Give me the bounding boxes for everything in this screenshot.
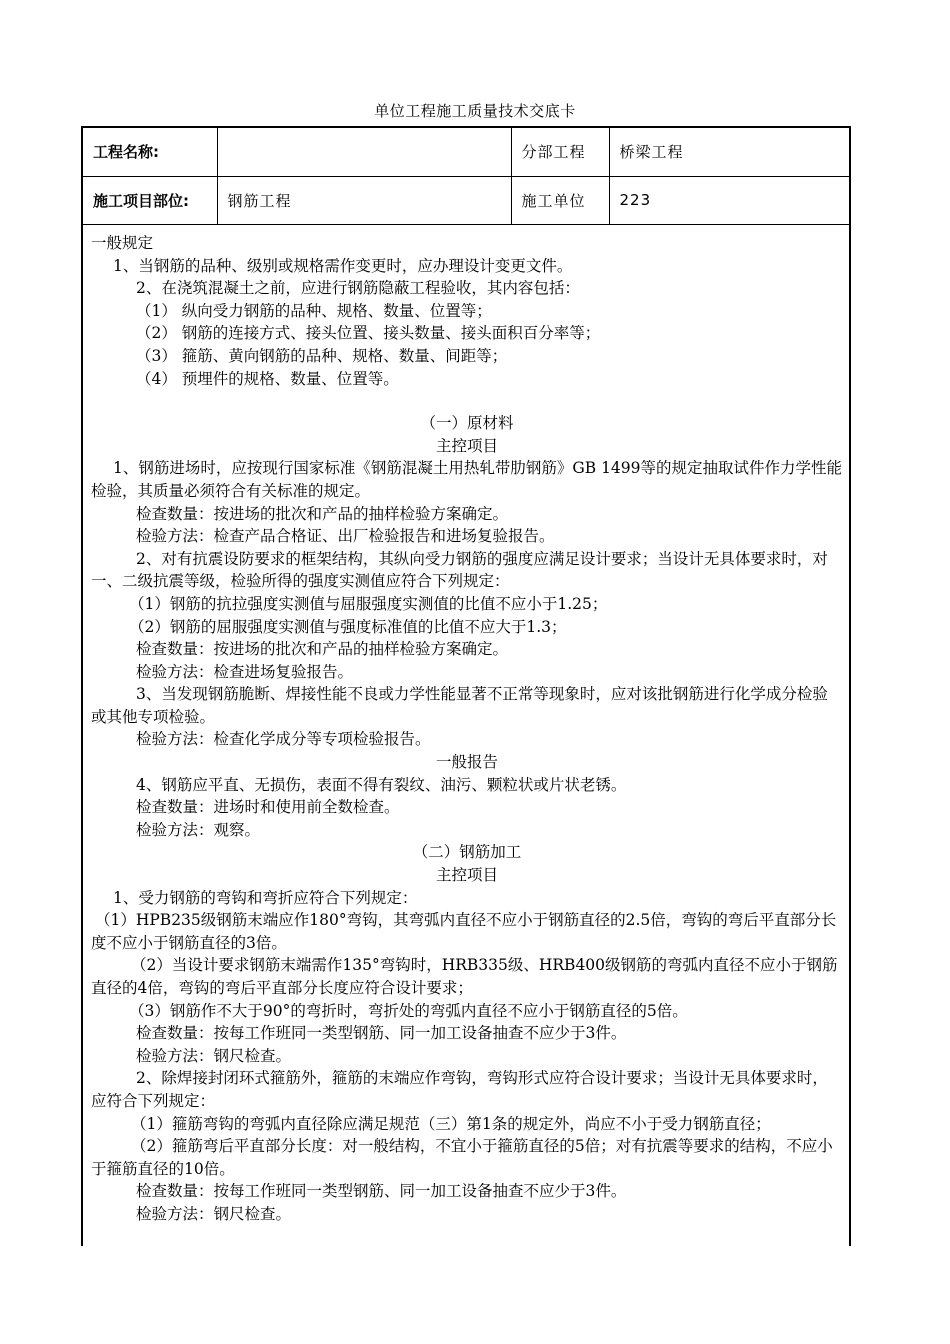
paragraph: 4、钢筋应平直、无损伤，表面不得有裂纹、油污、颗粒状或片状老锈。	[136, 775, 627, 794]
division-label: 分部工程	[511, 128, 609, 176]
header-row-2	[83, 176, 849, 224]
paragraph: 检查数量：按每工作班同一类型钢筋、同一加工设备抽查不应少于3件。	[136, 1024, 627, 1043]
section-heading: （一）原材料	[420, 414, 514, 433]
general-heading: 一般规定	[91, 234, 154, 252]
list-item: （1） 纵向受力钢筋的品种、规格、数量、位置等；	[136, 301, 492, 320]
paragraph: 检验方法：钢尺检查。	[136, 1204, 292, 1223]
list-item: （2）箍筋弯后平直部分长度：对一般结构，不宜小于箍筋直径的5倍；对有抗震等要求的结构，不应小于箍筋直径的10倍。	[91, 1137, 833, 1178]
disclosure-card	[81, 126, 851, 1246]
list-item: （2）钢筋的屈服强度实测值与强度标准值的比值不应大于1.3；	[129, 617, 567, 636]
list-item: （1）HPB235级钢筋末端应作180°弯钩，其弯弧内直径不应小于钢筋直径的2.5倍，弯钩的弯后平直部分长度不应小于钢筋直径的3倍。	[91, 911, 837, 952]
disclosure-content	[91, 232, 843, 1226]
paragraph: 检验方法：钢尺检查。	[136, 1046, 292, 1065]
item-value: 钢筋工程	[217, 176, 511, 224]
paragraph: 2、在浇筑混凝土之前，应进行钢筋隐蔽工程验收，其内容包括：	[136, 279, 580, 298]
item-label: 施工项目部位:	[83, 176, 217, 224]
list-item: （1）钢筋的抗拉强度实测值与屈服强度实测值的比值不应小于1.25；	[129, 594, 608, 613]
paragraph: 3、当发现钢筋脆断、焊接性能不良或力学性能显著不正常等现象时，应对该批钢筋进行化学成分检验或其他专项检验。	[91, 685, 828, 726]
paragraph: 检查数量：按每工作班同一类型钢筋、同一加工设备抽查不应少于3件。	[136, 1182, 627, 1201]
paragraph: 2、除焊接封闭环式箍筋外，箍筋的末端应作弯钩，弯钩形式应符合设计要求；当设计无具体要求时，应符合下列规定：	[91, 1069, 828, 1110]
paragraph: 检查数量：进场时和使用前全数检查。	[136, 798, 400, 817]
subsection-heading: 主控项目	[435, 866, 498, 885]
paragraph: 1、受力钢筋的弯钩和弯折应符合下列规定：	[113, 888, 418, 907]
list-item: （3） 箍筋、黄向钢筋的品种、规格、数量、间距等；	[136, 346, 508, 365]
paragraph: 2、对有抗震设防要求的框架结构，其纵向受力钢筋的强度应满足设计要求；当设计无具体要求时，对一、二级抗震等级，检验所得的强度实测值应符合下列规定：	[91, 549, 828, 591]
header-table	[83, 128, 849, 225]
paragraph: 检查数量：按进场的批次和产品的抽样检验方案确定。	[136, 504, 509, 523]
paragraph: 检验方法：检查化学成分等专项检验报告。	[136, 730, 431, 749]
project-name-label: 工程名称:	[83, 128, 217, 176]
document-title: 单位工程施工质量技术交底卡	[374, 102, 576, 120]
unit-label: 施工单位	[511, 176, 609, 224]
project-name-value	[217, 128, 511, 176]
subsection-heading: 一般报告	[435, 753, 498, 772]
list-item: （4） 预埋件的规格、数量、位置等。	[136, 369, 399, 388]
paragraph: 1、钢筋进场时，应按现行国家标准《钢筋混凝土用热轧带肋钢筋》GB 1499等的规定抽取试件作力学性能检验，其质量必须符合有关标准的规定。	[91, 459, 843, 500]
section-heading: （二）钢筋加工	[412, 843, 522, 862]
subsection-heading: 主控项目	[435, 436, 498, 455]
list-item: （3）钢筋作不大于90°的弯折时，弯折处的弯弧内直径不应小于钢筋直径的5倍。	[129, 1001, 688, 1020]
paragraph: 1、当钢筋的品种、级别或规格需作变更时，应办理设计变更文件。	[113, 256, 573, 275]
list-item: （1）箍筋弯钩的弯弧内直径除应满足规范（三）第1条的规定外，尚应不小于受力钢筋直径；	[131, 1114, 771, 1133]
paragraph: 检验方法：检查进场复验报告。	[136, 662, 354, 681]
header-row-1	[83, 128, 849, 176]
unit-value: 223	[609, 176, 849, 224]
list-item: （2）当设计要求钢筋末端需作135°弯钩时，HRB335级、HRB400级钢筋的弯弧内直径不应小于钢筋直径的4倍，弯钩的弯后平直部分长度应符合设计要求；	[91, 956, 838, 997]
division-value: 桥梁工程	[609, 128, 849, 176]
paragraph: 检验方法：观察。	[136, 820, 261, 839]
list-item: （2） 钢筋的连接方式、接头位置、接头数量、接头面积百分率等；	[136, 324, 601, 343]
paragraph: 检查数量：按进场的批次和产品的抽样检验方案确定。	[136, 640, 509, 659]
paragraph: 检验方法：检查产品合格证、出厂检验报告和进场复验报告。	[136, 527, 555, 546]
